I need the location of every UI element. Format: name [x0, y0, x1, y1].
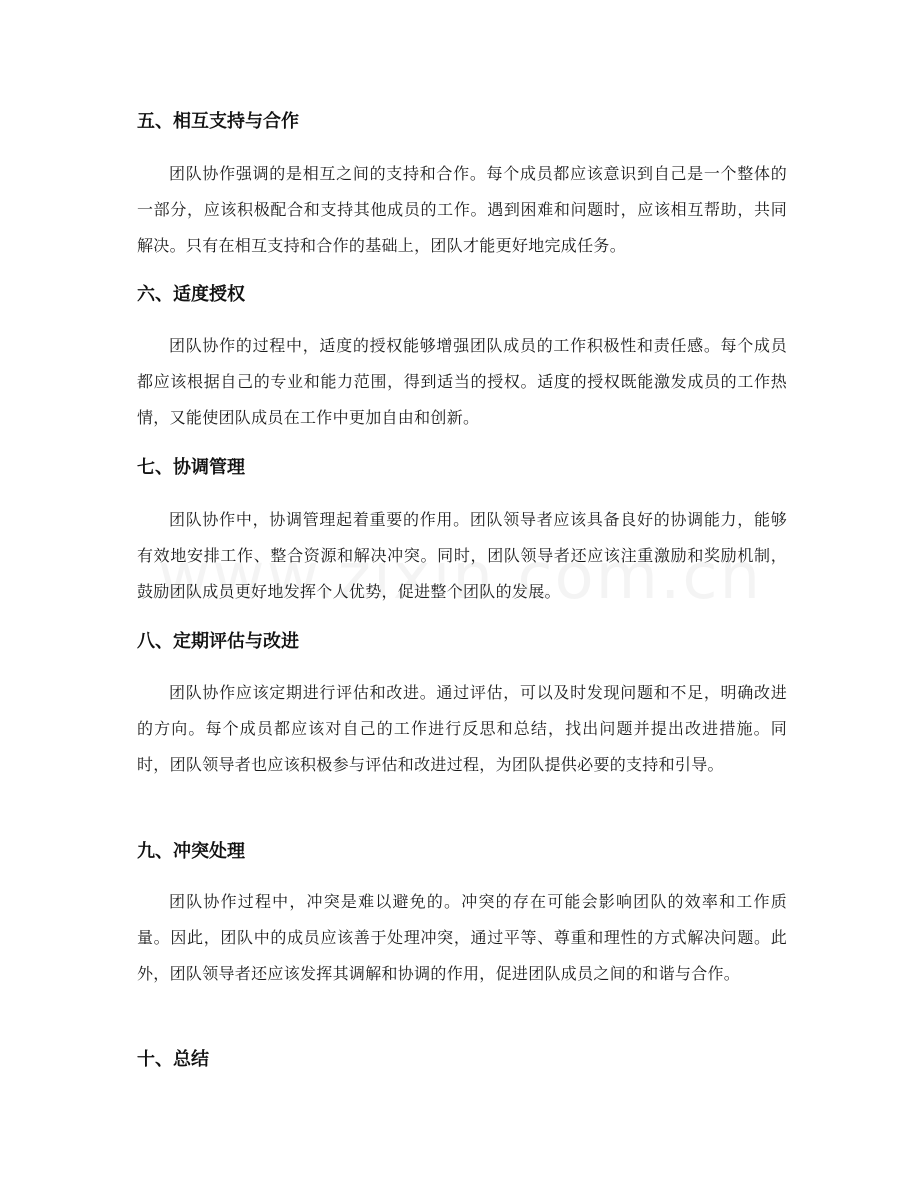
- section-paragraph-9: 团队协作过程中，冲突是难以避免的。冲突的存在可能会影响团队的效率和工作质量。因此，团队中的成员应该善于处理冲突，通过平等、尊重和理性的方式解决问题。此外，团队领导者还应该发挥其调解和协调的作用，促进团队成员之间的和谐与合作。: [137, 892, 787, 983]
- section-paragraph-6: 团队协作的过程中，适度的授权能够增强团队成员的工作积极性和责任感。每个成员都应该根据自己的专业和能力范围，得到适当的授权。适度的授权既能激发成员的工作热情，又能使团队成员在工作中更加自由和创新。: [137, 336, 787, 427]
- section-heading-7: 七、协调管理: [137, 457, 245, 478]
- section-heading-5: 五、相互支持与合作: [137, 111, 299, 132]
- section-heading-9: 九、冲突处理: [137, 841, 245, 862]
- section-heading-6: 六、适度授权: [137, 284, 245, 305]
- section-heading-8: 八、定期评估与改进: [137, 631, 299, 652]
- section-paragraph-7: 团队协作中，协调管理起着重要的作用。团队领导者应该具备良好的协调能力，能够有效地安排工作、整合资源和解决冲突。同时，团队领导者还应该注重激励和奖励机制，鼓励团队成员更好地发挥个人优势，促进整个团队的发展。: [137, 510, 787, 601]
- section-paragraph-8: 团队协作应该定期进行评估和改进。通过评估，可以及时发现问题和不足，明确改进的方向。每个成员都应该对自己的工作进行反思和总结，找出问题并提出改进措施。同时，团队领导者也应该积极参与评估和改进过程，为团队提供必要的支持和引导。: [137, 683, 787, 774]
- section-paragraph-5: 团队协作强调的是相互之间的支持和合作。每个成员都应该意识到自己是一个整体的一部分，应该积极配合和支持其他成员的工作。遇到困难和问题时，应该相互帮助，共同解决。只有在相互支持和合作的基础上，团队才能更好地完成任务。: [137, 164, 787, 255]
- section-heading-10: 十、总结: [137, 1049, 209, 1070]
